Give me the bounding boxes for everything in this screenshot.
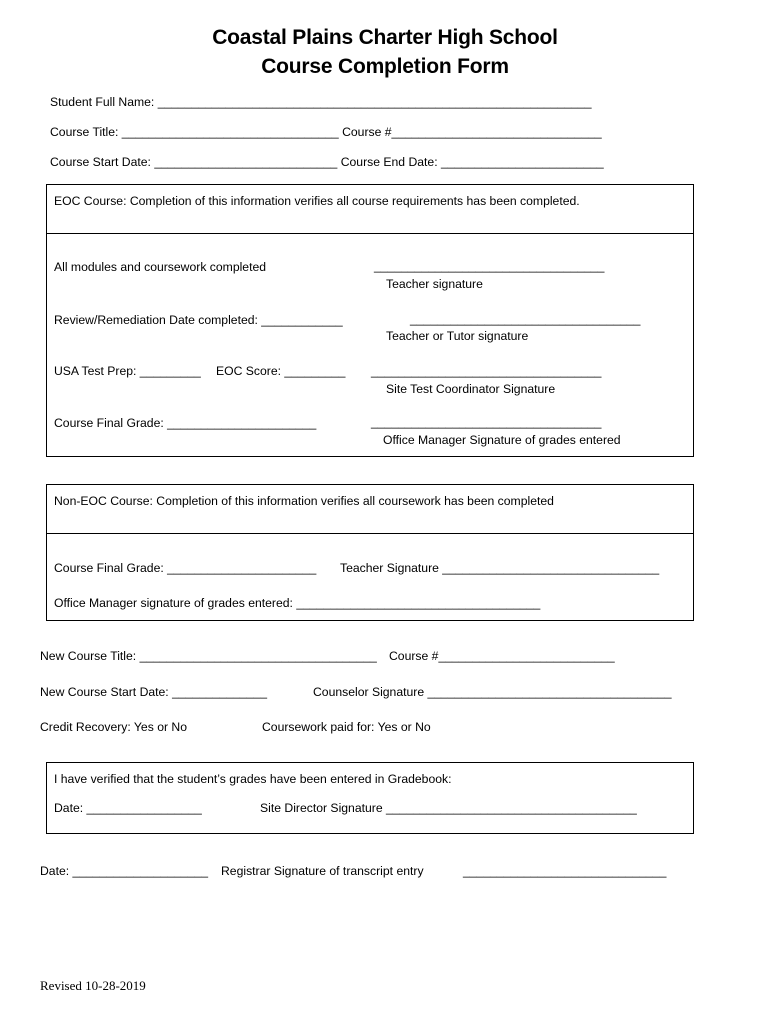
review-date-field[interactable]: Review/Remediation Date completed: ____________ <box>54 313 343 327</box>
tutor-signature-line[interactable]: __________________________________ <box>410 312 641 326</box>
site-director-signature-field[interactable]: Site Director Signature _____________________________________ <box>260 801 637 815</box>
verification-date-field[interactable]: Date: _________________ <box>54 801 202 815</box>
new-course-title-field[interactable]: New Course Title: ___________________________________ <box>40 649 377 663</box>
teacher-signature-label: Teacher signature <box>386 277 483 291</box>
coordinator-signature-line[interactable]: __________________________________ <box>371 364 602 378</box>
verification-statement: I have verified that the student’s grades have been entered in Gradebook: <box>54 772 452 786</box>
tutor-signature-label: Teacher or Tutor signature <box>386 329 529 343</box>
credit-recovery-field[interactable]: Credit Recovery: Yes or No <box>40 720 187 734</box>
non-eoc-teacher-signature[interactable]: Teacher Signature ________________________________ <box>340 561 660 575</box>
non-eoc-final-grade-field[interactable]: Course Final Grade: ______________________ <box>54 561 317 575</box>
course-dates-field[interactable]: Course Start Date: ___________________________ Course End Date: ________________________ <box>50 155 604 169</box>
form-title: Course Completion Form <box>261 55 509 78</box>
registrar-signature-label: Registrar Signature of transcript entry <box>221 864 424 878</box>
eoc-divider <box>47 233 693 234</box>
counselor-signature-field[interactable]: Counselor Signature ____________________________________ <box>313 685 672 699</box>
eoc-header: EOC Course: Completion of this information verifies all course requirements has been completed. <box>54 194 580 208</box>
usa-test-prep-field[interactable]: USA Test Prep: _________ <box>54 364 201 378</box>
new-course-start-date-field[interactable]: New Course Start Date: ______________ <box>40 685 267 699</box>
school-name: Coastal Plains Charter High School <box>212 26 558 49</box>
eoc-score-field[interactable]: EOC Score: _________ <box>216 364 346 378</box>
teacher-signature-line[interactable]: __________________________________ <box>374 259 605 273</box>
registrar-date-field[interactable]: Date: ____________________ <box>40 864 209 878</box>
registrar-signature-line[interactable]: ______________________________ <box>463 864 667 878</box>
new-course-number-field[interactable]: Course #__________________________ <box>389 649 615 663</box>
non-eoc-divider <box>47 533 693 534</box>
course-title-field[interactable]: Course Title: ________________________________ Course #_______________________________ <box>50 125 602 139</box>
non-eoc-office-signature[interactable]: Office Manager signature of grades entered: ____________________________________ <box>54 596 541 610</box>
student-name-field[interactable]: Student Full Name: ________________________________________________________________ <box>50 95 592 109</box>
office-signature-label: Office Manager Signature of grades entered <box>383 433 621 447</box>
eoc-final-grade-field[interactable]: Course Final Grade: ______________________ <box>54 416 317 430</box>
eoc-modules-label: All modules and coursework completed <box>54 260 267 274</box>
coordinator-signature-label: Site Test Coordinator Signature <box>386 382 556 396</box>
coursework-paid-field[interactable]: Coursework paid for: Yes or No <box>262 720 431 734</box>
non-eoc-header: Non-EOC Course: Completion of this information verifies all coursework has been completed <box>54 494 554 508</box>
office-signature-line[interactable]: __________________________________ <box>371 415 602 429</box>
revision-date: Revised 10-28-2019 <box>40 978 146 993</box>
